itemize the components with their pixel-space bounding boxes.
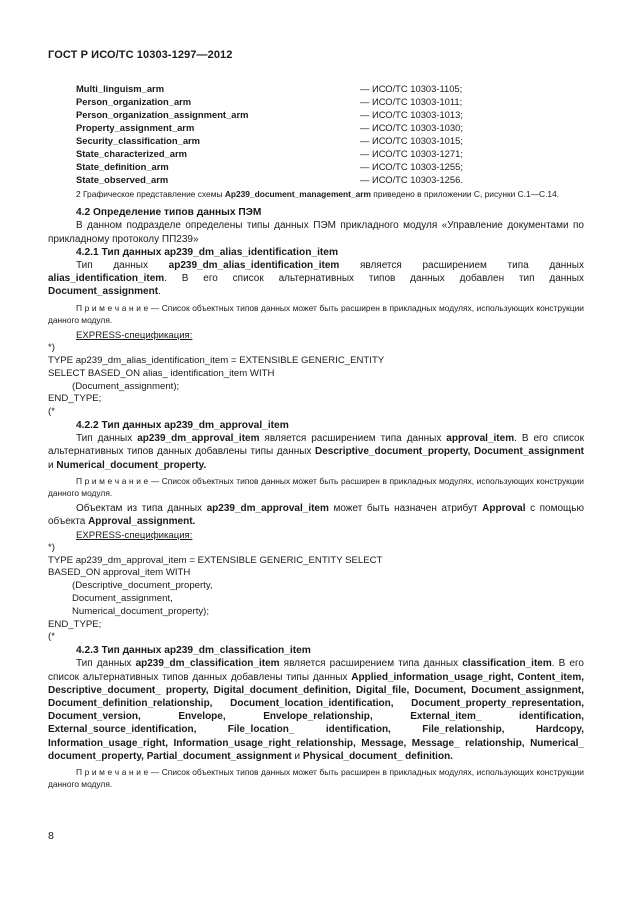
note-2: 2 Графическое представление схемы Ap239_document_management_arm приведено в приложении С, рисунки С.1—С.14. (76, 189, 560, 199)
reference-standard: — ИСО/ТС 10303-1105; (360, 83, 463, 94)
reference-name: Person_organization_arm (76, 96, 192, 107)
section-4-2-2-text: Тип данных ap239_dm_approval_item является расширением типа данных approval_item. В его список альтернативных типов данных добавлены типы данных Descriptive_document_property, Document_assignment и Numerical_document_property. (48, 433, 585, 471)
section-4-2-1-text: Тип данных ap239_dm_alias_identification_item является расширением типа данных alias_identification_item. В его список альтернативных типов данных добавлен тип данных Document_assignment. (48, 260, 584, 298)
page-number: 8 (48, 830, 54, 842)
module-reference-list (48, 82, 584, 188)
code-line: Numerical_document_property); (72, 605, 210, 617)
code-line: TYPE ap239_dm_approval_item = EXTENSIBLE GENERIC_ENTITY SELECT (48, 554, 383, 566)
reference-standard: — ИСО/ТС 10303-1015; (360, 135, 463, 146)
code-line: END_TYPE; (48, 393, 102, 405)
note-4-2-3: П р и м е ч а н и е — Список объектных типов данных может быть расширен в прикладных модулях, использующих конструкции данного модуля. (48, 767, 584, 790)
code-line: SELECT BASED_ON alias_ identification_item WITH (48, 367, 275, 379)
reference-standard: — ИСО/ТС 10303-1013; (360, 109, 463, 120)
reference-standard: — ИСО/ТС 10303-1255; (360, 161, 463, 172)
section-4-2-3-text: Тип данных ap239_dm_classification_item является расширением типа данных classification_item. В его список альтернативных типов данных добавлены типы данных Applied_information_usage_right, Content_item, Descriptive_document_ property, Digital_document_definition, Digital_file, Document, Document_assignment, Document_definition_relationship, Document_location_identification, Document_property_representation, Document_version, Envelope, Envelope_relationship, External_item_ identification, External_source_identification, File_location_ identification, File_relationship, Hardcopy, Information_usage_right, Information_usage_right_relationship, Message, Message_ relationship, Numerical_ document_property, Partial_document_assignment и Physical_document_ definition. (48, 658, 584, 762)
code-line: BASED_ON approval_item WITH (48, 567, 191, 579)
express-label: EXPRESS-спецификация: (76, 330, 193, 342)
note-4-2-1: П р и м е ч а н и е — Список объектных типов данных может быть расширен в прикладных модулях, использующих конструкции данного модуля. (48, 302, 584, 325)
reference-standard: — ИСО/ТС 10303-1030; (360, 122, 463, 133)
code-line: (* (48, 406, 55, 418)
express-label: EXPRESS-спецификация: (76, 529, 193, 541)
code-line: END_TYPE; (48, 618, 102, 630)
code-line: (* (48, 631, 55, 643)
code-line: *) (48, 541, 55, 553)
page-content (48, 82, 584, 790)
reference-name: Security_classification_arm (76, 135, 201, 146)
reference-name: Person_organization_assignment_arm (76, 109, 249, 120)
code-line: (Document_assignment); (72, 380, 180, 392)
section-4-2-2-attribute-text: Объектам из типа данных ap239_dm_approval_item может быть назначен атрибут Approval с помощью объекта Approval_assignment. (48, 503, 584, 528)
document-header: ГОСТ Р ИСО/ТС 10303-1297—2012 (48, 49, 233, 61)
reference-name: State_characterized_arm (76, 148, 187, 159)
reference-name: Property_assignment_arm (76, 122, 195, 133)
reference-name: State_observed_arm (76, 174, 169, 185)
code-line: Document_assignment, (72, 593, 173, 605)
code-line: *) (48, 342, 55, 354)
express-code-block (48, 342, 584, 419)
reference-standard: — ИСО/ТС 10303-1011; (360, 96, 463, 107)
code-line: (Descriptive_document_property, (72, 580, 213, 592)
code-line: TYPE ap239_dm_alias_identification_item = EXTENSIBLE GENERIC_ENTITY (48, 355, 385, 367)
reference-name: Multi_linguism_arm (76, 83, 165, 94)
section-heading-4-2-2: 4.2.2 Тип данных ap239_dm_approval_item (76, 420, 289, 432)
section-heading-4-2-1: 4.2.1 Тип данных ap239_dm_alias_identification_item (76, 246, 339, 258)
section-4-2-text: В данном подразделе определены типы данных ПЭМ прикладного модуля «Управление документами по прикладному протоколу ПП239» (48, 220, 584, 245)
section-heading-4-2: 4.2 Определение типов данных ПЭМ (76, 207, 262, 219)
express-code-block (48, 542, 584, 644)
reference-standard: — ИСО/ТС 10303-1271; (360, 148, 463, 159)
section-heading-4-2-3: 4.2.3 Тип данных ap239_dm_classification_item (76, 645, 311, 657)
reference-standard: — ИСО/ТС 10303-1256. (360, 174, 463, 185)
note-4-2-2: П р и м е ч а н и е — Список объектных типов данных может быть расширен в прикладных модулях, использующих конструкции данного модуля. (48, 475, 584, 499)
reference-name: State_definition_arm (76, 161, 169, 172)
